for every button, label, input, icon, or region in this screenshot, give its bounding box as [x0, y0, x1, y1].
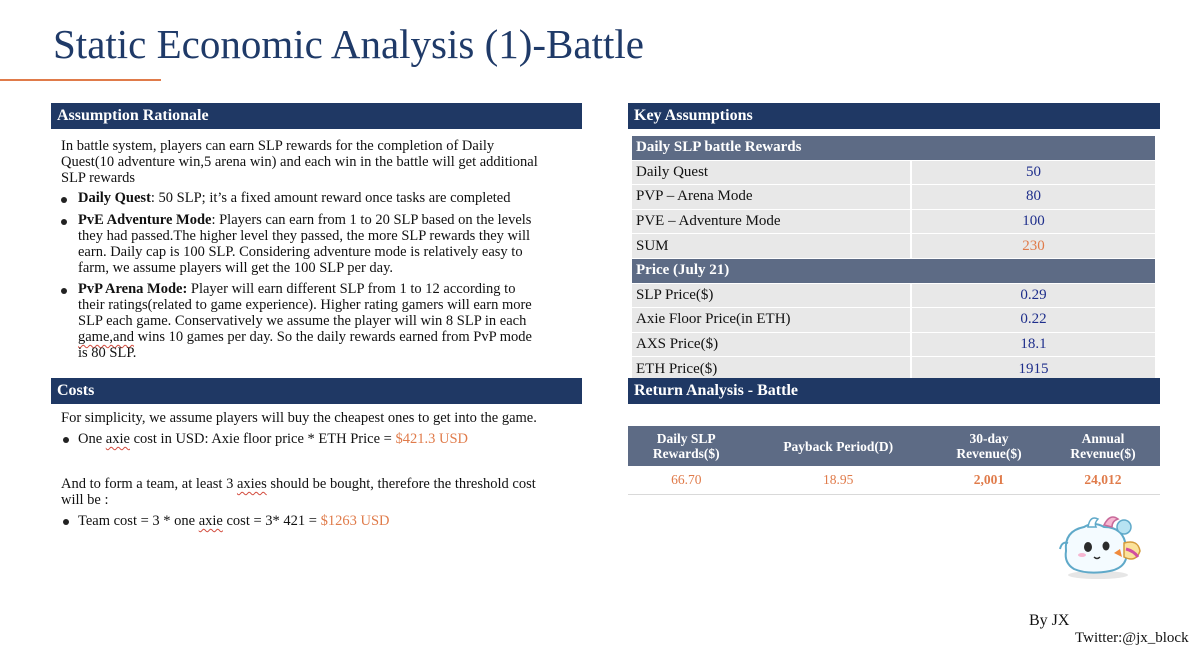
col-label: Revenue($)	[956, 446, 1022, 461]
table-row	[632, 209, 1155, 234]
bullet-dot	[61, 197, 67, 203]
costs-line-2	[61, 477, 536, 493]
row-value: 50	[911, 160, 1155, 185]
key-assumptions-table	[632, 136, 1155, 382]
pve-line-2: they had passed.The higher level they passed, the more SLP rewards they will	[78, 228, 531, 244]
row-key: PVE – Adventure Mode	[632, 209, 911, 234]
axie-mascot-icon	[1058, 513, 1144, 583]
costs-line-1: For simplicity, we assume players will buy the cheapest ones to get into the game.	[61, 410, 537, 426]
table-section-row	[632, 136, 1155, 160]
annual-revenue-value: 24,012	[1046, 466, 1160, 495]
bullet-dot	[61, 288, 67, 294]
row-key: PVP – Arena Mode	[632, 185, 911, 210]
pvp-text-1: Player will earn different SLP from 1 to 12 according to	[187, 281, 516, 297]
row-value: 80	[911, 185, 1155, 210]
one-axie-cost	[78, 432, 468, 448]
return-analysis-header: Return Analysis - Battle	[628, 378, 1160, 404]
col-label: Revenue($)	[1070, 446, 1136, 461]
col-label: Rewards($)	[652, 446, 720, 461]
axie-word: axie	[105, 431, 130, 447]
col-annual-revenue	[1046, 426, 1160, 466]
costs-line-2-a: And to form a team, at least 3	[61, 476, 237, 492]
team-cost-value: $1263 USD	[320, 513, 390, 529]
bullet-dot	[63, 437, 69, 443]
pvp-line-3: SLP each game. Conservatively we assume the player will win 8 SLP in each	[78, 313, 527, 329]
pvp-item-line-1	[78, 282, 515, 298]
return-analysis-table	[628, 426, 1160, 495]
intro-line-3: SLP rewards	[61, 170, 135, 186]
twitter-handle: Twitter:@jx_block	[1075, 630, 1189, 646]
col-payback-period: Payback Period(D)	[745, 426, 932, 466]
col-30-day-revenue	[932, 426, 1046, 466]
row-value: 18.1	[911, 332, 1155, 357]
row-value: 100	[911, 209, 1155, 234]
bullet-dot	[61, 219, 67, 225]
axies-word: axies	[236, 476, 267, 492]
pve-text-1: : Players can earn from 1 to 20 SLP based on the levels	[211, 212, 532, 228]
daily-quest-text: : 50 SLP; it’s a fixed amount reward once tasks are completed	[150, 190, 511, 206]
daily-quest-item	[78, 191, 511, 207]
pve-line-3: earn. Daily cap is 100 SLP. Considering adventure mode is relatively easy to	[78, 244, 523, 260]
price-section: Price (July 21)	[632, 258, 1155, 283]
row-key: SUM	[632, 234, 911, 259]
daily-quest-label: Daily Quest	[78, 190, 151, 206]
payback-period-value: 18.95	[745, 466, 932, 495]
table-row	[632, 308, 1155, 333]
pve-label: PvE Adventure Mode	[78, 212, 212, 228]
pvp-game-and: game,and	[78, 329, 134, 345]
team-cost-text-b: cost = 3* 421 =	[222, 513, 321, 529]
row-value: 0.22	[911, 308, 1155, 333]
table-row	[632, 160, 1155, 185]
one-axie-text-a: One	[78, 431, 106, 447]
col-label: Daily SLP	[656, 431, 716, 446]
table-row	[632, 234, 1155, 259]
intro-line-1: In battle system, players can earn SLP rewards for the completion of Daily	[61, 138, 495, 154]
axie-word: axie	[198, 513, 223, 529]
row-key: ETH Price($)	[632, 357, 911, 382]
costs-line-3: will be :	[61, 492, 109, 508]
one-axie-value: $421.3 USD	[395, 431, 468, 447]
row-value: 0.29	[911, 283, 1155, 308]
col-daily-slp-rewards	[628, 426, 745, 466]
row-key: Daily Quest	[632, 160, 911, 185]
author-credit: By JX	[1029, 612, 1070, 629]
pvp-label: PvP Arena Mode:	[78, 281, 188, 297]
row-key: AXS Price($)	[632, 332, 911, 357]
pve-item-line-1	[78, 213, 531, 229]
pvp-line-5: is 80 SLP.	[78, 345, 137, 361]
row-key: Axie Floor Price(in ETH)	[632, 308, 911, 333]
table-row	[632, 332, 1155, 357]
table-row	[632, 283, 1155, 308]
daily-rewards-section: Daily SLP battle Rewards	[632, 136, 1155, 160]
one-axie-text-b: cost in USD: Axie floor price * ETH Price =	[129, 431, 396, 447]
row-key: SLP Price($)	[632, 283, 911, 308]
table-row	[628, 466, 1160, 495]
col-label: Annual	[1081, 431, 1125, 446]
row-value: 1915	[911, 357, 1155, 382]
pvp-line-4-rest: wins 10 games per day. So the daily rewards earned from PvP mode	[133, 329, 532, 345]
costs-header: Costs	[51, 378, 582, 404]
costs-line-2-b: should be bought, therefore the threshold cost	[266, 476, 536, 492]
key-assumptions-header: Key Assumptions	[628, 103, 1160, 129]
team-cost	[78, 514, 389, 530]
team-cost-text-a: Team cost = 3 * one	[78, 513, 199, 529]
pvp-line-4	[78, 330, 532, 346]
30-day-revenue-value: 2,001	[932, 466, 1046, 495]
title-underline	[0, 79, 161, 81]
bullet-dot	[63, 519, 69, 525]
daily-slp-rewards-value: 66.70	[628, 466, 745, 495]
table-header-row	[628, 426, 1160, 466]
assumption-rationale-header: Assumption Rationale	[51, 103, 582, 129]
pvp-line-2: their ratings(related to game experience). Higher rating gamers will earn more	[78, 297, 532, 313]
page-title: Static Economic Analysis (1)-Battle	[53, 21, 644, 67]
intro-line-2: Quest(10 adventure win,5 arena win) and each win in the battle will get additional	[61, 154, 538, 170]
col-label: 30-day	[969, 431, 1009, 446]
table-row	[632, 185, 1155, 210]
pve-line-4: farm, we assume players will get the 100 SLP per day.	[78, 260, 394, 276]
table-section-row	[632, 258, 1155, 283]
sum-value: 230	[911, 234, 1155, 259]
